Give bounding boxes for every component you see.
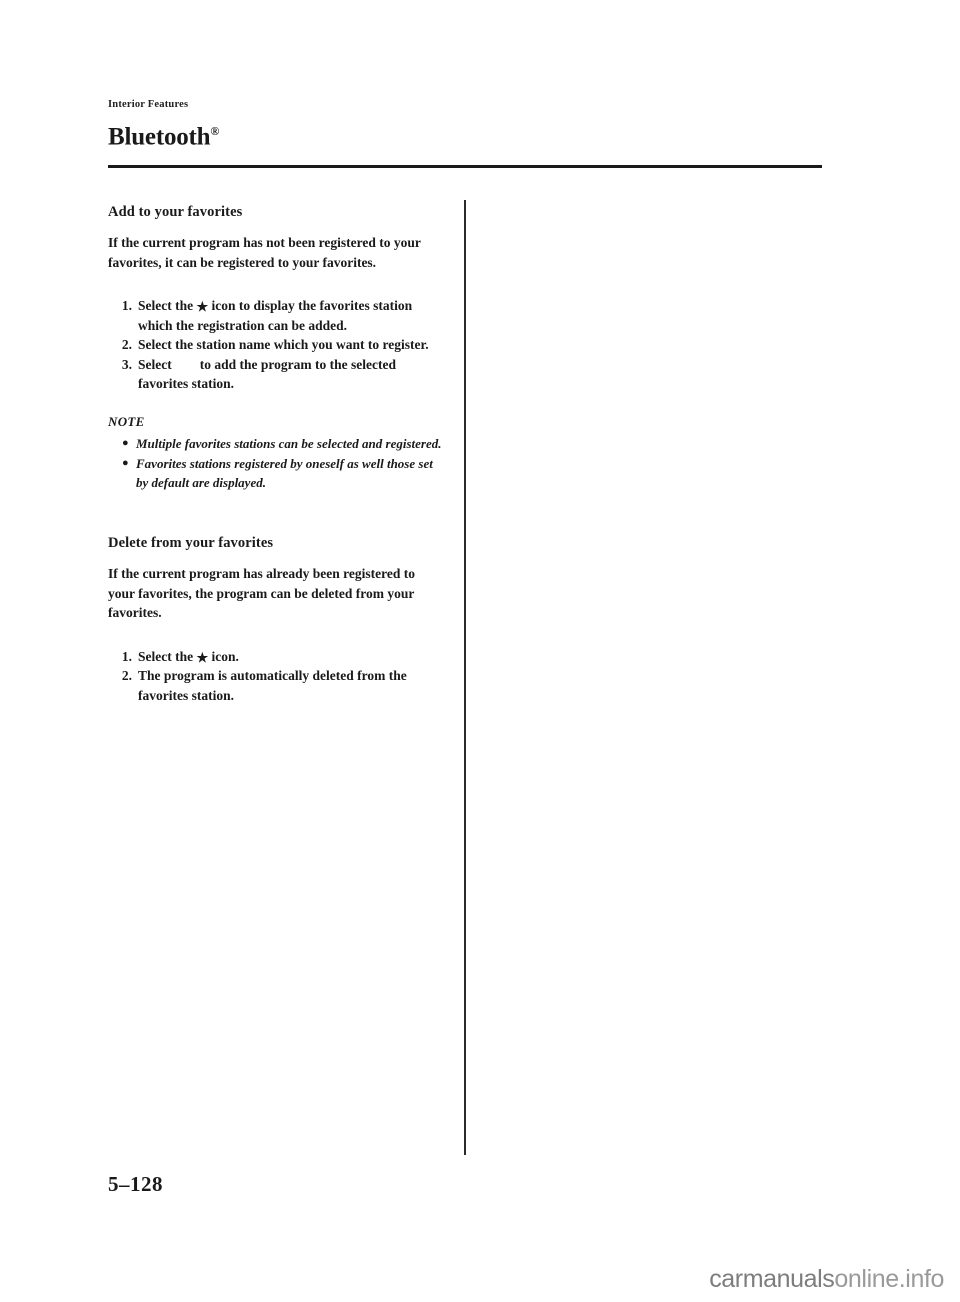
watermark-bold: carmanuals: [709, 1265, 835, 1293]
note-text: Favorites stations registered by oneself as well those set by default are displayed.: [136, 456, 433, 490]
section-intro-delete-favorites: If the current program has already been registered to your favorites, the program can be deleted from your favorites.: [108, 566, 415, 620]
steps-list-add-favorites: [108, 296, 444, 394]
list-item: [108, 434, 444, 453]
header-divider-rule: [108, 165, 822, 168]
watermark-dim: online.info: [834, 1265, 944, 1293]
step-text-before: Select the: [138, 298, 194, 313]
page-title-text: Bluetooth: [108, 123, 211, 151]
section-intro-add-favorites: If the current program has not been registered to your favorites, it can be registered to your favorites.: [108, 235, 421, 270]
section-heading-add-favorites: Add to your favorites: [108, 204, 243, 220]
left-column: [108, 203, 444, 715]
step-number: 1.: [121, 298, 132, 313]
list-item: [108, 335, 444, 355]
bullet-icon: ●: [122, 437, 129, 449]
list-item: [108, 296, 444, 335]
section-heading-delete-favorites: Delete from your favorites: [108, 535, 274, 551]
list-item: [108, 355, 444, 394]
step-number: 2.: [121, 668, 132, 683]
step-number: 1.: [121, 648, 132, 664]
step-text-after: to add the program to the selected favorites station.: [138, 356, 396, 391]
step-text-before: The program is automatically deleted from the favorites station.: [138, 668, 407, 703]
list-item: [108, 666, 444, 705]
step-text-before: Select the station name which you want to register.: [138, 337, 429, 352]
watermark: [709, 1265, 944, 1294]
list-item: [108, 454, 444, 492]
step-text-after: icon to display the favorites station which the registration can be added.: [138, 298, 413, 333]
page-number: 5–128: [108, 1172, 163, 1196]
step-text-before: Select the: [138, 648, 194, 664]
bullet-icon: ●: [122, 457, 129, 469]
column-divider: [464, 200, 466, 1155]
page-header: [108, 98, 828, 152]
note-block: [108, 412, 444, 493]
steps-list-delete-favorites: [108, 647, 444, 706]
step-text-before: Select: [138, 356, 172, 372]
list-item: [108, 647, 444, 667]
step-number: 3.: [121, 356, 132, 372]
note-list: [108, 434, 444, 492]
note-title: NOTE: [108, 413, 145, 429]
star-icon: ★: [196, 299, 209, 314]
breadcrumb: Interior Features: [108, 99, 189, 110]
step-text-after: icon.: [211, 648, 239, 664]
page-title: [108, 116, 828, 152]
registered-mark: ®: [210, 124, 220, 138]
step-number: 2.: [121, 337, 132, 352]
star-icon: ★: [196, 649, 209, 665]
note-text: Multiple favorites stations can be selected and registered.: [136, 436, 442, 451]
